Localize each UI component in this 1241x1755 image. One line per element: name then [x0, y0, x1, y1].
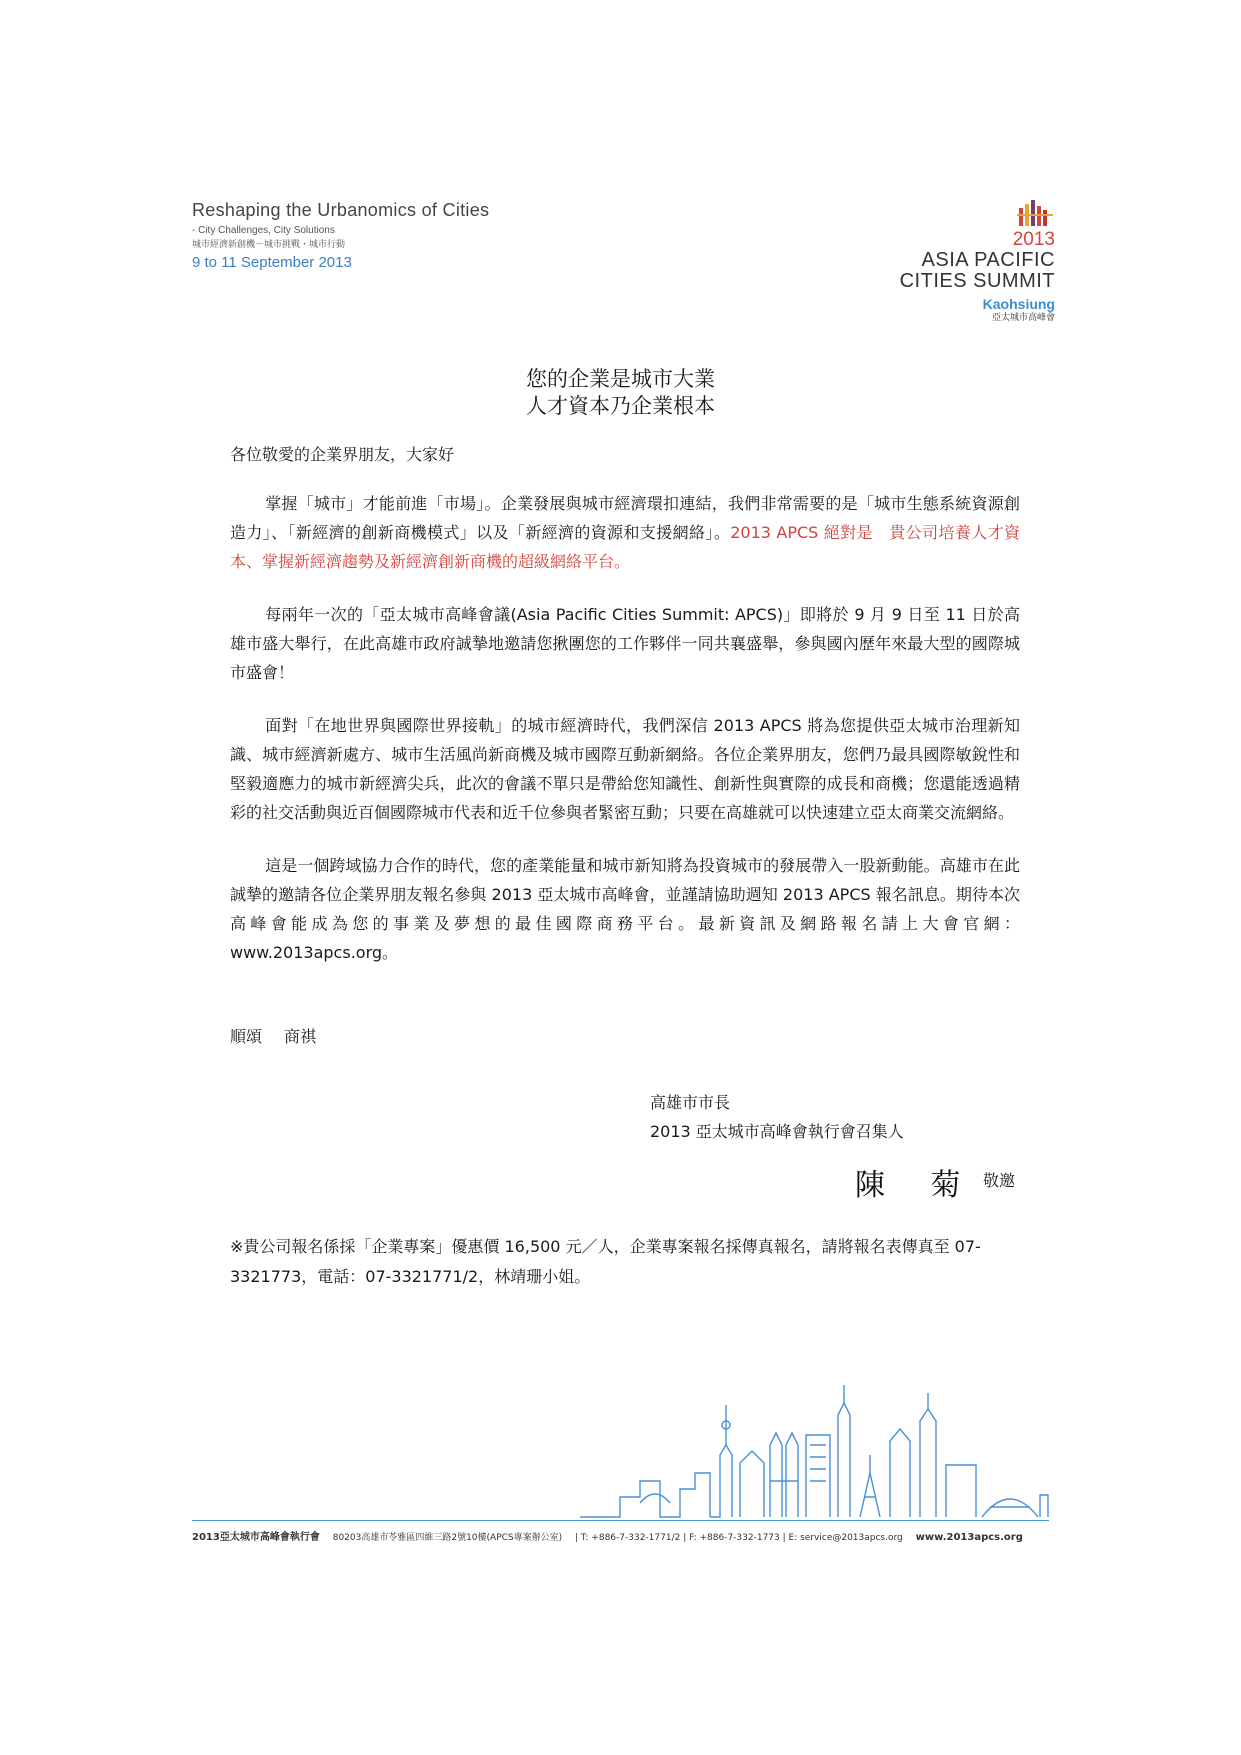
conference-dates: 9 to 11 September 2013 [192, 254, 352, 271]
footer-organization: 2013亞太城市高峰會執行會 [192, 1532, 320, 1543]
paragraph-2: 每兩年一次的「亞太城市高峰會議(Asia Pacific Cities Summit: APCS)」即將於 9 月 9 日至 11 日於高雄市盛大舉行，在此高雄市政府誠摯地邀請您揪團您的工作夥伴一同共襄盛舉，參與國內歷年來最大型的國際城市盛會！ [230, 605, 1020, 682]
greeting: 各位敬愛的企業界朋友，大家好 [230, 445, 455, 464]
conference-subtitle-en: - City Challenges, City Solutions [192, 225, 335, 236]
footer-address: 80203高雄市苓雅區四維三路2號10樓(APCS專案辦公室) [332, 1533, 563, 1543]
paragraph-1 [230, 489, 1020, 576]
logo-city: Kaohsiung [982, 296, 1055, 312]
closing-salutation [230, 1024, 338, 1047]
headline-line-1: 您的企業是城市大業 [526, 367, 715, 391]
headline-line-2: 人才資本乃企業根本 [526, 394, 715, 418]
signer-title-1: 高雄市市長 [650, 1093, 731, 1112]
logo-bar [1031, 200, 1035, 226]
letterhead-footer [192, 1528, 1072, 1543]
conference-theme: Reshaping the Urbanomics of Cities [192, 200, 490, 220]
footer-divider [192, 1520, 1049, 1521]
logo-year: 2013 [1012, 229, 1055, 250]
signer-closing: 敬邀 [983, 1171, 1016, 1190]
conference-header [192, 200, 612, 271]
paragraph-1-highlight: 2013 APCS 絕對是 貴公司培養人才資本、掌握新經濟趨勢及新經濟創新商機的超級網絡平台。 [230, 523, 1020, 571]
logo-bar [1019, 208, 1023, 226]
footer-website-link[interactable]: www.2013apcs.org [915, 1532, 1023, 1543]
apcs-logo-bars-icon [1017, 200, 1053, 228]
city-skyline-illustration [580, 1385, 1050, 1520]
signer-block [650, 1088, 904, 1146]
registration-note: ※貴公司報名係採「企業專案」優惠價 16,500 元／人，企業專案報名採傳真報名，請將報名表傳真至 07-3321773，電話：07-3321771/2，林靖珊小姐。 [230, 1237, 981, 1286]
paragraph-1-text: 掌握「城市」才能前進「市場」。企業發展與城市經濟環扣連結，我們非常需要的是「城市生態系統資源創造力」、「新經濟的創新商機模式」以及「新經濟的資源和支援網絡」。 [230, 494, 1020, 542]
paragraph-4: 這是一個跨域協力合作的時代，您的產業能量和城市新知將為投資城市的發展帶入一股新動能。高雄市在此誠摯的邀請各位企業界朋友報名參與 2013 亞太城市高峰會，並謹請協助週知 2013 APCS 報名訊息。期待本次高峰會能成為您的事業及夢想的最佳國際商務平台。最新資訊及網路報名請上大會官網：www.2013apcs.org。 [230, 856, 1020, 962]
letter-body [230, 440, 1020, 991]
logo-name-zh: 亞太城市高峰會 [991, 313, 1055, 323]
footer-email[interactable]: | E: service@2013apcs.org [782, 1533, 903, 1543]
logo-bar [1017, 214, 1053, 216]
logo-line-1: ASIA PACIFIC [921, 249, 1055, 271]
paragraph-3: 面對「在地世界與國際世界接軌」的城市經濟時代，我們深信 2013 APCS 將為您提供亞太城市治理新知識、城市經濟新處方、城市生活風尚新商機及城市國際互動新網絡。各位企業界朋友，您們乃最具國際敏銳性和堅毅適應力的城市新經濟尖兵，此次的會議不單只是帶給您知識性、創新性與實際的成長和商機；您還能透過精彩的社交活動與近百個國際城市代表和近千位參與者緊密互動；只要在高雄就可以快速建立亞太商業交流網絡。 [230, 716, 1020, 822]
apcs-logo [815, 200, 1055, 324]
closing-word-1: 順頌 [230, 1027, 263, 1046]
footer-telephone: | T: +886-7-332-1771/2 [575, 1533, 681, 1543]
letter-headline [0, 366, 1241, 420]
signer-title-2: 2013 亞太城市高峰會執行會召集人 [650, 1122, 904, 1141]
footer-fax: | F: +886-7-332-1773 [683, 1533, 780, 1543]
conference-subtitle-zh: 城市經濟新創機－城市挑戰・城市行動 [192, 240, 346, 250]
logo-bar [1043, 210, 1047, 226]
signer-signature: 陳 菊 [855, 1168, 979, 1203]
closing-word-2: 商祺 [284, 1027, 317, 1046]
logo-line-2: CITIES SUMMIT [899, 270, 1055, 292]
